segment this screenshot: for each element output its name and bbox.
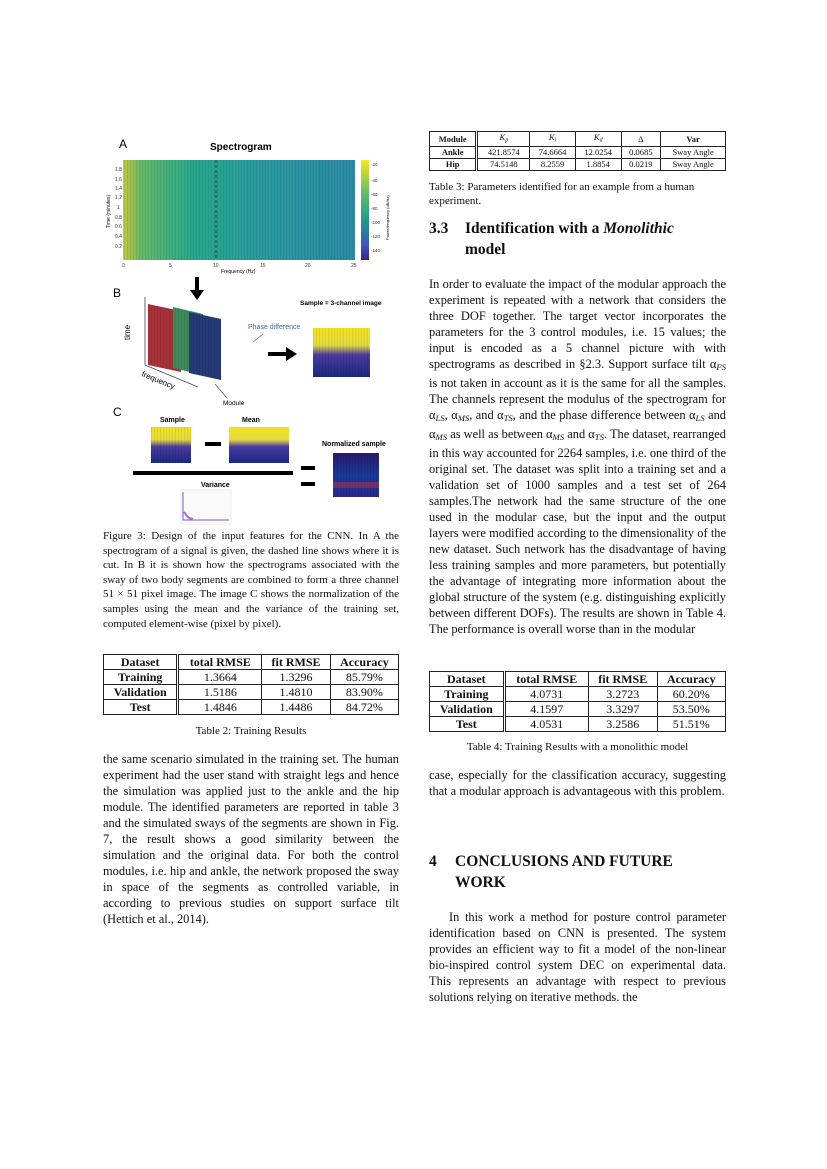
- table-row: [104, 670, 399, 685]
- table-header: Var: [661, 132, 726, 147]
- cbar-tick: -120: [371, 234, 381, 239]
- table-3: [429, 131, 726, 171]
- module-label: Module: [223, 400, 245, 407]
- table-cell: 53.50%: [657, 702, 725, 717]
- y-tick: 1.2: [115, 195, 122, 201]
- phase-pointer: [253, 334, 263, 342]
- mean-label: Mean: [242, 417, 260, 424]
- time-label: time: [123, 324, 132, 340]
- section-3-3-heading: [429, 218, 726, 260]
- down-arrow-head: [190, 290, 204, 300]
- table-header: Module: [430, 132, 477, 147]
- table-cell: 74.5148: [477, 159, 530, 171]
- sample-3ch-image-texture: [313, 328, 370, 377]
- section-number: 3.3: [429, 220, 449, 237]
- phase-difference-label: Phase difference: [248, 324, 301, 331]
- right-body-text: [429, 276, 726, 637]
- subscript: LS: [435, 413, 445, 424]
- table-header: Dataset: [430, 672, 505, 687]
- table-row: [430, 702, 726, 717]
- sample-label: Sample: [160, 417, 185, 424]
- text-span: as well as between α: [447, 427, 553, 442]
- panel-c-label: C: [113, 405, 122, 419]
- header-sub: p: [505, 137, 509, 144]
- paragraph: case, especially for the classification accuracy, suggesting that a modular approach is advantageous with this problem.: [429, 768, 726, 798]
- spectrogram-title: Spectrogram: [210, 142, 272, 153]
- table-cell: 1.4486: [262, 700, 331, 715]
- section-title-italic: Monolithic: [603, 220, 674, 237]
- colorbar: [361, 160, 369, 260]
- section-title: Identification with a: [465, 220, 604, 237]
- x-tick: 25: [351, 263, 357, 269]
- subscript: MS: [457, 413, 470, 424]
- table-cell: 12.0254: [575, 147, 621, 159]
- table-header: total RMSE: [504, 672, 588, 687]
- table-cell: Validation: [430, 702, 505, 717]
- frequency-label: frequency: [140, 369, 177, 392]
- subscript: TS: [594, 432, 604, 443]
- subscript: LS: [695, 413, 705, 424]
- text-span: In order to evaluate the impact of the modular approach the experiment is repeated with a network that considers the three DOF together. The target vector incorporates the parameters for the 3 control modules, i.e. 15 values; the input is encoded as a 5 channel picture with with spectrograms as described in §2.3. Support surface tilt α: [429, 277, 726, 371]
- fraction-bar: [133, 471, 293, 475]
- table-cell: 4.0731: [504, 687, 588, 702]
- table-row: [430, 717, 726, 732]
- table-header-kd: [575, 132, 621, 147]
- y-tick: 0.4: [115, 234, 122, 240]
- table-2: [103, 654, 399, 715]
- header-sub: i: [554, 137, 557, 144]
- header-k: K: [548, 132, 555, 142]
- paragraph: [429, 276, 726, 637]
- table-cell: 1.4810: [262, 685, 331, 700]
- y-tick: 1.4: [115, 186, 122, 192]
- table-cell: 3.3297: [588, 702, 657, 717]
- table-header: Accuracy: [330, 655, 398, 670]
- left-body-text: [103, 751, 399, 927]
- paragraph: In this work a method for posture control parameter identification based on CNN is presented. The system provides an efficient way to fit a model of the non-linear bio-inspired control system DEC on experimental data. This represents an advantage with respect to previous solutions relying on iterative methods. the: [429, 910, 726, 1004]
- table-header: fit RMSE: [588, 672, 657, 687]
- table-cell: Training: [104, 670, 178, 685]
- subscript: MS: [435, 432, 448, 443]
- table-cell: 60.20%: [657, 687, 725, 702]
- x-tick: 0: [122, 263, 125, 269]
- header-k: K: [593, 132, 600, 142]
- variance-label: Variance: [201, 482, 230, 489]
- colorbar-label: Power/frequency (dB/Hz): [385, 195, 390, 240]
- text-span: , and α: [469, 408, 504, 423]
- x-tick: 5: [169, 263, 172, 269]
- table-cell: 0.0219: [621, 159, 661, 171]
- text-span: and α: [564, 427, 595, 442]
- table-cell: 1.3664: [178, 670, 262, 685]
- cbar-tick: -60: [371, 192, 378, 197]
- table-cell: 1.5186: [178, 685, 262, 700]
- table-cell: 1.8854: [575, 159, 621, 171]
- cbar-tick: -80: [371, 206, 378, 211]
- mean-image: [229, 427, 289, 463]
- table-row: [430, 687, 726, 702]
- table-cell: 51.51%: [657, 717, 725, 732]
- section-title: CONCLUSIONS AND FUTURE: [455, 853, 673, 870]
- table-4-caption: Table 4: Training Results with a monolithic model: [466, 741, 689, 753]
- table-row: [430, 159, 726, 171]
- table-cell: 85.79%: [330, 670, 398, 685]
- y-tick: 0.6: [115, 224, 122, 230]
- table-cell: Training: [430, 687, 505, 702]
- text-span: is not taken in account as it is the same for all the samples. The channels represent the modulus of the spectrogram for α: [429, 376, 726, 423]
- table-cell: Sway Angle: [661, 159, 726, 171]
- table-cell: Ankle: [430, 147, 477, 159]
- text-span: , and the phase difference between α: [512, 408, 696, 423]
- figure-3-caption: Figure 3: Design of the input features for the CNN. In A the spectrogram of a signal is given, the dashed line shows where it is cut. In B it is shown how the spectrograms associated with the sway of two body segments are combined to form a three channel 51 × 51 pixel image. The image C shows the normalization of the samples using the mean and the variance of the training set, computed element-wise (pixel by pixel).: [103, 530, 399, 630]
- normalized-image-band: [333, 482, 379, 488]
- text-span: and α: [429, 408, 726, 442]
- table-cell: Test: [430, 717, 505, 732]
- normalized-image-texture: [333, 453, 379, 497]
- subscript: TS: [503, 413, 513, 424]
- x-tick: 20: [305, 263, 311, 269]
- y-tick: 1.8: [115, 167, 122, 173]
- y-tick: 0.8: [115, 215, 122, 221]
- section-title-cont: model: [465, 241, 506, 258]
- table-header: fit RMSE: [262, 655, 331, 670]
- table-cell: Test: [104, 700, 178, 715]
- table-header: total RMSE: [178, 655, 262, 670]
- table-cell: Sway Angle: [661, 147, 726, 159]
- y-axis-label: Time (minutes): [106, 194, 112, 228]
- table-3-caption: Table 3: Parameters identified for an example from a human experiment.: [429, 181, 695, 207]
- x-tick: 10: [213, 263, 219, 269]
- table-header-kp: [477, 132, 530, 147]
- panel-b-label: B: [113, 286, 122, 300]
- table-header: Δ: [621, 132, 661, 147]
- subscript: MS: [552, 432, 565, 443]
- table-cell: 0.0685: [621, 147, 661, 159]
- equals-sign-top: [301, 466, 315, 470]
- table-cell: 421.8574: [477, 147, 530, 159]
- minus-sign: [205, 442, 221, 446]
- right-arrow-head: [286, 347, 297, 361]
- subscript: FS: [716, 362, 726, 373]
- table-cell: 4.0531: [504, 717, 588, 732]
- cbar-tick: -140: [371, 248, 381, 253]
- table-header-ki: [530, 132, 576, 147]
- table-cell: Hip: [430, 159, 477, 171]
- panel-a-label: A: [119, 137, 128, 151]
- table-row: [430, 147, 726, 159]
- table-4: [429, 671, 726, 732]
- text-span: . The dataset, rearranged in this way accounted for 2264 samples, i.e. one third of the original set. The dataset was split into a training set and a validation set of 1000 samples and a test set of 264 samples.The network had the same structure of the one used in the modular case, but the input and the output layers were modified according to the dimensionality of the new dataset. Such network has the disadvantage of having less training samples and more parameters, but potentially the advantage of integrating more information about the global structure of the system (e.g. distinguishing explicitly between different DOFs). The results are shown in Table 4. The performance is overall worse than in the modular: [429, 427, 726, 637]
- table-cell: 83.90%: [330, 685, 398, 700]
- paragraph: the same scenario simulated in the training set. The human experiment had the user stand with straight legs and hence the simulation was applied just to the ankle and the hip module. The identified parameters are reported in table 3 and the simulated sways of the segments are shown in Fig. 7, the result shows a good similarity between the simulation and the original data. For both the control modules, i.e. hip and ankle, the network proposed the sway in space of the segments as controlled variable, in according to previous studies on support surface tilt (Hettich et al., 2014).: [103, 752, 399, 926]
- x-axis-label: Frequency (Hz): [221, 269, 256, 275]
- table-header: Dataset: [104, 655, 178, 670]
- text-span: , α: [444, 408, 458, 423]
- y-tick: 1.6: [115, 177, 122, 183]
- module-pointer: [215, 384, 227, 398]
- header-k: K: [499, 132, 506, 142]
- table-cell: 74.6664: [530, 147, 576, 159]
- table-cell: 8.2559: [530, 159, 576, 171]
- sample-image-texture: [151, 427, 191, 463]
- cbar-tick: -20: [371, 162, 378, 167]
- table-row: [104, 685, 399, 700]
- header-sub: d: [599, 137, 603, 144]
- table-cell: 84.72%: [330, 700, 398, 715]
- figure-3: [103, 132, 399, 527]
- table-2-caption: Table 2: Training Results: [195, 725, 307, 737]
- cbar-tick: -40: [371, 178, 378, 183]
- section-number: 4: [429, 853, 437, 870]
- section-title-cont: WORK: [455, 874, 506, 891]
- table-cell: 3.2723: [588, 687, 657, 702]
- x-tick: 15: [260, 263, 266, 269]
- cbar-tick: -100: [371, 220, 381, 225]
- channel-blue-texture: [189, 312, 221, 380]
- normalized-sample-label: Normalized sample: [322, 441, 386, 448]
- table-cell: 4.1597: [504, 702, 588, 717]
- table-cell: 1.4846: [178, 700, 262, 715]
- equals-sign-bottom: [301, 482, 315, 486]
- right-body-text-2: [429, 767, 726, 799]
- section-4-heading: [429, 851, 726, 893]
- table-cell: 1.3296: [262, 670, 331, 685]
- sample3-label: Sample = 3-channel image: [300, 300, 382, 307]
- conclusion-text: [429, 909, 726, 1005]
- y-tick: 0.2: [115, 244, 122, 250]
- y-tick: 1: [117, 205, 120, 211]
- table-header: Accuracy: [657, 672, 725, 687]
- table-cell: Validation: [104, 685, 178, 700]
- table-row: [104, 700, 399, 715]
- table-cell: 3.2586: [588, 717, 657, 732]
